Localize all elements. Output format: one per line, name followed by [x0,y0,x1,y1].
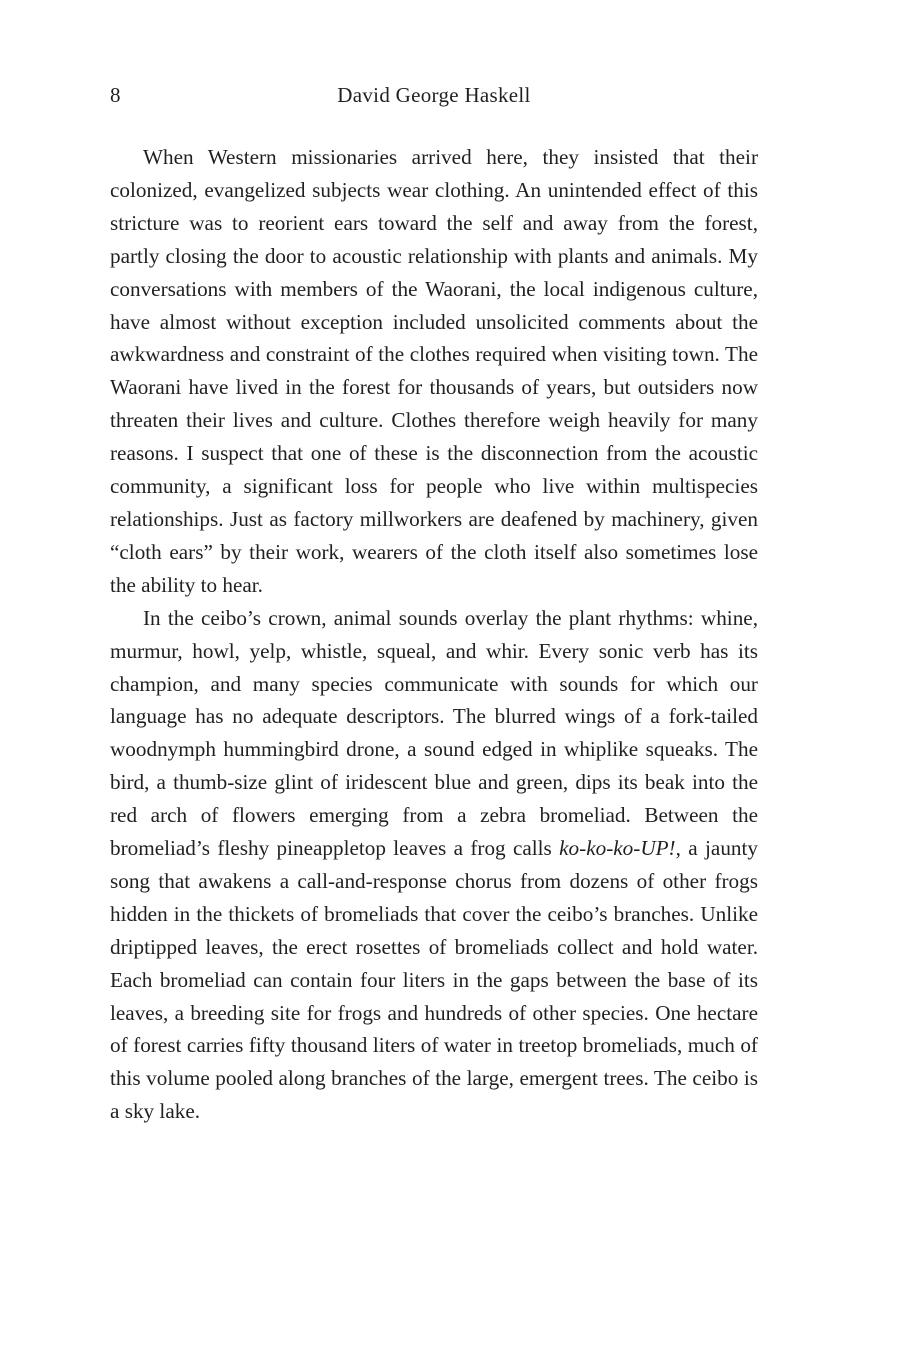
paragraph-1: When Western missionaries arrived here, they insisted that their colonized, evangelized subjects wear clothing. An unintended effect of this stricture was to reorient ears toward the self and away from the forest, partly closing the door to acoustic relationship with plants and animals. My conversations with members of the Waorani, the local indigenous culture, have almost without exception included unsolicited comments about the awkwardness and constraint of the clothes required when visiting town. The Waorani have lived in the forest for thousands of years, but outsiders now threaten their lives and culture. Clothes therefore weigh heavily for many reasons. I suspect that one of these is the disconnection from the acoustic community, a significant loss for people who live within multispecies relationships. Just as factory millworkers are deafened by machinery, given “cloth ears” by their work, wearers of the cloth itself also sometimes lose the ability to hear. [110,145,758,597]
paragraph-2-text-start: In the ceibo’s crown, animal sounds overlay the plant rhythms: whine, murmur, howl, yelp, whistle, squeal, and whir. Every sonic verb has its champion, and many species communicate with sounds for which our language has no adequate descriptors. The blurred wings of a fork-tailed woodnymph hummingbird drone, a sound edged in whiplike squeaks. The bird, a thumb-size glint of iridescent blue and green, dips its beak into the red arch of flowers emerging from a zebra bromeliad. Between the bromeliad’s fleshy pineappletop leaves a frog calls [110,605,758,861]
paragraph-2 [110,602,758,1129]
running-title: David George Haskell [337,83,531,107]
running-head [110,80,758,110]
body-text [110,141,758,1128]
page-number: 8 [110,83,121,107]
paragraph-2-text-end: , a jaunty song that awakens a call-and-response chorus from dozens of other frogs hidden in the thickets of bromeliads that cover the ceibo’s branches. Unlike driptipped leaves, the erect rosettes of bromeliads collect and hold water. Each bromeliad can contain four liters in the gaps between the base of its leaves, a breeding site for frogs and hundreds of other species. One hectare of forest carries fifty thousand liters of water in treetop bromeliads, much of this volume pooled along branches of the large, emergent trees. The ceibo is a sky lake. [110,836,758,1124]
frog-call-italic: ko-ko-ko-UP! [559,836,676,861]
